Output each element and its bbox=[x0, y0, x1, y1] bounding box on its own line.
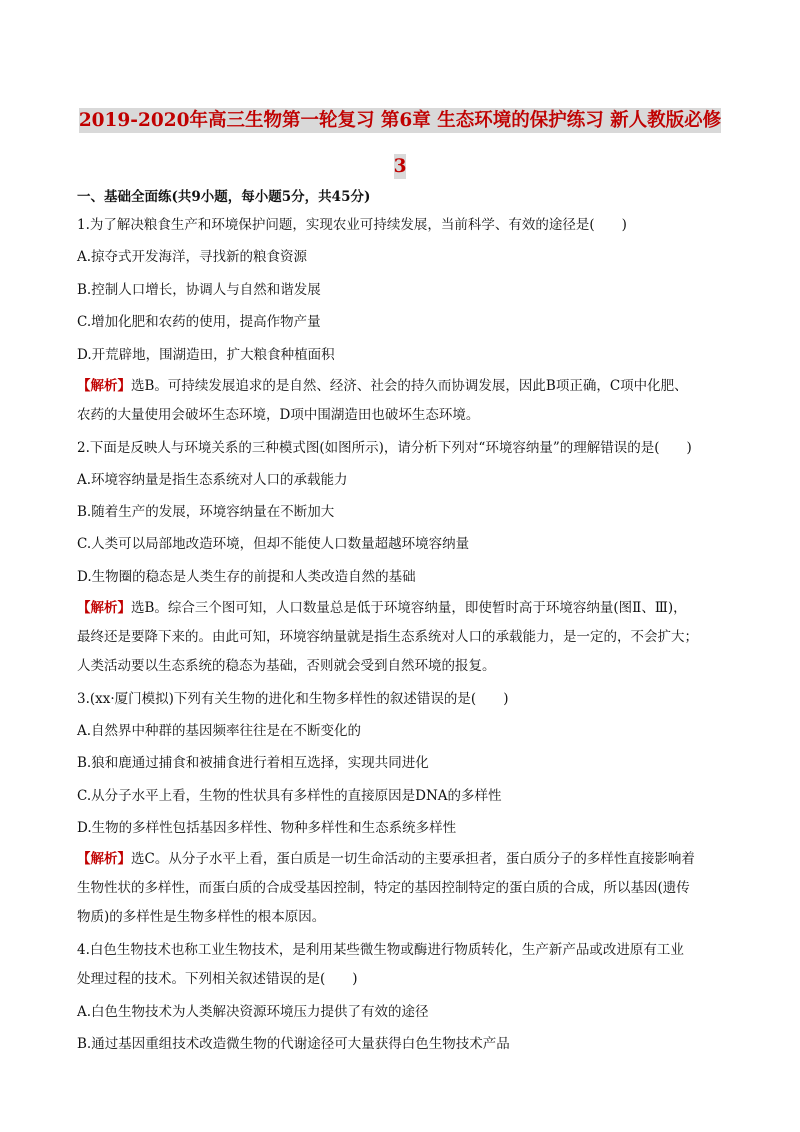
q1-option-d: D.开荒辟地，围湖造田，扩大粮食种植面积 bbox=[77, 347, 335, 363]
q4-stem-line-2: 处理过程的技术。下列相关叙述错误的是( ) bbox=[77, 971, 358, 987]
section-heading: 一、基础全面练(共9小题，每小题5分，共45分) bbox=[77, 189, 371, 205]
q3-option-a: A.自然界中种群的基因频率往往是在不断变化的 bbox=[77, 723, 362, 739]
title-line-1: 2019-2020年高三生物第一轮复习 第6章 生态环境的保护练习 新人教版必修 bbox=[78, 110, 722, 131]
q1-option-b: B.控制人口增长，协调人与自然和谐发展 bbox=[77, 282, 321, 298]
q3-option-c: C.从分子水平上看，生物的性状具有多样性的直接原因是DNA的多样性 bbox=[77, 788, 502, 804]
jiexi-label: 【解析】 bbox=[77, 851, 131, 867]
q2-answer-line-2: 最终还是要降下来的。由此可知，环境容纳量就是指生态系统对人口的承载能力，是一定的，不会扩大； bbox=[77, 629, 698, 645]
document-title bbox=[70, 98, 730, 190]
jiexi-label: 【解析】 bbox=[77, 378, 131, 394]
q2-answer-line-3: 人类活动要以生态系统的稳态为基础，否则就会受到自然环境的报复。 bbox=[77, 658, 496, 674]
q1-answer bbox=[77, 375, 727, 397]
q4-stem-line-1: 4.白色生物技术也称工业生物技术，是利用某些微生物或酶进行物质转化，生产新产品或改进原有工业 bbox=[77, 942, 684, 958]
q2-answer-line-1: 选B。综合三个图可知，人口数量总是低于环境容纳量，即使暂时高于环境容纳量(图Ⅱ、Ⅲ)， bbox=[131, 600, 687, 616]
q1-option-a: A.掠夺式开发海洋，寻找新的粮食资源 bbox=[77, 249, 308, 265]
q4-option-b: B.通过基因重组技术改造微生物的代谢途径可大量获得白色生物技术产品 bbox=[77, 1036, 510, 1052]
q1-option-c: C.增加化肥和农药的使用，提高作物产量 bbox=[77, 314, 321, 330]
q2-stem: 2.下面是反映人与环境关系的三种模式图(如图所示)，请分析下列对“环境容纳量”的理解错误的是( ) bbox=[77, 440, 692, 456]
q2-answer bbox=[77, 597, 727, 619]
q2-option-b: B.随着生产的发展，环境容纳量在不断加大 bbox=[77, 504, 335, 520]
q3-answer-line-3: 物质)的多样性是生物多样性的根本原因。 bbox=[77, 909, 326, 925]
q3-answer-line-1: 选C。从分子水平上看，蛋白质是一切生命活动的主要承担者，蛋白质分子的多样性直接影响着 bbox=[131, 851, 695, 867]
q1-answer-line-2: 农药的大量使用会破坏生态环境，D项中围湖造田也破坏生态环境。 bbox=[77, 407, 480, 423]
q3-option-b: B.狼和鹿通过捕食和被捕食进行着相互选择，实现共同进化 bbox=[77, 755, 429, 771]
jiexi-label: 【解析】 bbox=[77, 600, 131, 616]
q2-option-c: C.人类可以局部地改造环境，但却不能使人口数量超越环境容纳量 bbox=[77, 536, 470, 552]
q4-option-a: A.白色生物技术为人类解决资源环境压力提供了有效的途径 bbox=[77, 1004, 429, 1020]
q3-stem: 3.(xx·厦门模拟)下列有关生物的进化和生物多样性的叙述错误的是( ) bbox=[77, 691, 509, 707]
q3-answer bbox=[77, 848, 727, 870]
q2-option-a: A.环境容纳量是指生态系统对人口的承载能力 bbox=[77, 472, 348, 488]
q2-option-d: D.生物圈的稳态是人类生存的前提和人类改造自然的基础 bbox=[77, 569, 416, 585]
q3-answer-line-2: 生物性状的多样性，而蛋白质的合成受基因控制，特定的基因控制特定的蛋白质的合成，所以基因(遗传 bbox=[77, 880, 690, 896]
title-line-2: 3 bbox=[393, 156, 407, 177]
q3-option-d: D.生物的多样性包括基因多样性、物种多样性和生态系统多样性 bbox=[77, 820, 457, 836]
q1-stem: 1.为了解决粮食生产和环境保护问题，实现农业可持续发展，当前科学、有效的途径是( ) bbox=[77, 217, 627, 233]
q1-answer-line-1: 选B。可持续发展追求的是自然、经济、社会的持久而协调发展，因此B项正确，C项中化肥、 bbox=[131, 378, 688, 394]
